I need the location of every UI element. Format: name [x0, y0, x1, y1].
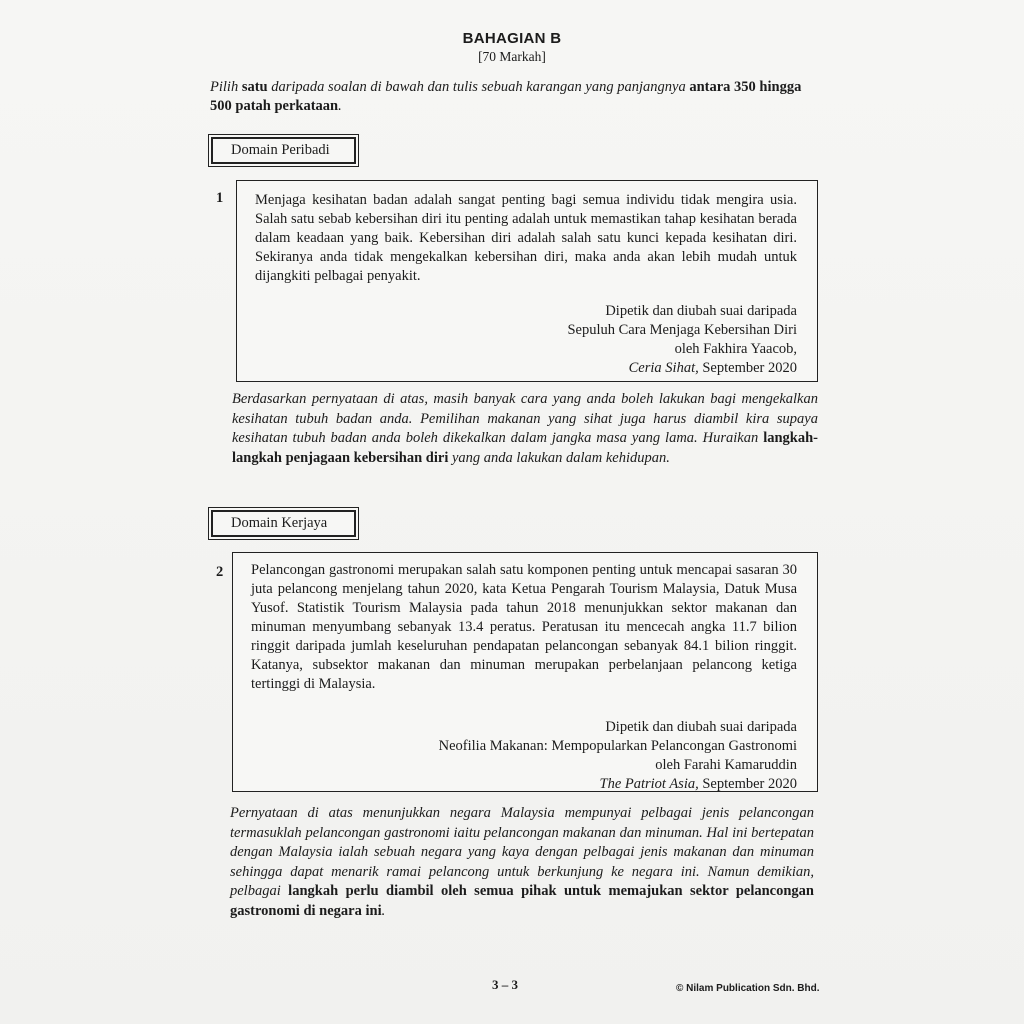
prompt-text-end: . [381, 902, 386, 919]
source-pub-name: The Patriot Asia, [599, 776, 699, 792]
question-1-passage: Menjaga kesihatan badan adalah sangat penting bagi semua individu tidak mengira usia. Salah satu sebab kebersihan diri itu penting adalah untuk memastikan tahap kesihatan berada dalam keadaan yang baik. Kebersihan diri adalah salah satu kunci kepada kesihatan diri. Sekiranya anda tidak mengekalkan kebersihan diri, maka anda akan lebih mudah untuk dijangkiti pelbagai penyakit. [255, 192, 797, 284]
question-1-box [236, 180, 818, 382]
domain-label-text: Domain Peribadi [211, 137, 356, 164]
question-2-passage: Pelancongan gastronomi merupakan salah satu komponen penting untuk mencapai sasaran 30 juta pelancong menjelang tahun 2020, kata Ketua Pengarah Tourism Malaysia, Datuk Musa Yusof. Statistik Tourism Malaysia pada tahun 2018 menunjukkan sektor makanan dan minuman menyumbang sebanyak 13.4 peratus. Peratusan itu mencecah angka 11.7 bilion ringgit daripada jumlah keseluruhan pendapatan pelancongan sebanyak 84.1 bilion ringgit. Katanya, subsektor makanan dan minuman merupakan perbelanjaan pelancong ketiga tertinggi di Malaysia. [251, 562, 797, 692]
source-title: Sepuluh Cara Menjaga Kebersihan Diri [567, 322, 797, 338]
source-line: Dipetik dan diubah suai daripada [605, 719, 797, 735]
domain-label-text: Domain Kerjaya [211, 510, 356, 537]
page-number: 3 – 3 [492, 977, 518, 992]
domain-label-peribadi [208, 134, 359, 167]
source-author: oleh Farahi Kamaruddin [655, 757, 797, 773]
instruction-bold2: antara 350 hingga 500 patah perkataan [210, 79, 802, 114]
source-publication [255, 359, 797, 378]
question-1-source [255, 302, 797, 378]
source-title: Neofilia Makanan: Mempopularkan Pelancongan Gastronomi [438, 738, 797, 754]
question-number: 1 [216, 190, 224, 206]
instruction-part2: daripada soalan di bawah dan tulis sebuah karangan yang panjangnya [267, 79, 690, 95]
question-number: 2 [216, 564, 224, 580]
instruction-bold1: satu [241, 79, 268, 95]
section-header [0, 30, 1024, 65]
prompt-text: Pernyataan di atas menunjukkan negara Malaysia mempunyai pelbagai jenis pelancongan termasuklah pelancongan gastronomi iaitu pelancongan makanan dan minuman. Hal ini bertepatan dengan Malaysia ialah sebuah negara yang kaya dengan pelbagai jenis makanan dan minuman sehingga dapat menarik ramai pelancong untuk berkunjung ke negara ini. Namun demikian, pelbagai [230, 805, 814, 899]
copyright-notice: © Nilam Publication Sdn. Bhd. [676, 983, 820, 994]
domain-label-kerjaya [208, 507, 359, 540]
source-author: oleh Fakhira Yaacob, [674, 341, 797, 357]
source-date: September 2020 [698, 776, 797, 792]
prompt-text: Berdasarkan pernyataan di atas, masih banyak cara yang anda boleh lakukan bagi mengekalkan kesihatan tubuh badan anda. Pemilihan makanan yang sihat juga harus diambil kira supaya kesihatan tubuh badan anda boleh dikekalkan dalam jangka masa yang lama. Huraikan [232, 391, 818, 446]
instruction-text [210, 78, 825, 116]
question-2-box [232, 552, 818, 792]
source-publication [251, 775, 797, 794]
section-title: BAHAGIAN B [462, 30, 562, 47]
question-2-source [251, 718, 797, 794]
source-pub-name: Ceria Sihat, [628, 360, 699, 376]
section-marks: [70 Markah] [478, 49, 546, 64]
prompt-bold: langkah perlu diambil oleh semua pihak untuk memajukan sektor pelancongan gastronomi di negara ini [230, 883, 814, 919]
question-1-prompt [232, 390, 818, 468]
instruction-part1: Pilih [210, 79, 242, 95]
instruction-part3: . [338, 98, 342, 114]
source-date: September 2020 [698, 360, 797, 376]
prompt-bold: langkah-langkah penjagaan kebersihan diri [232, 430, 818, 466]
source-line: Dipetik dan diubah suai daripada [605, 303, 797, 319]
question-2-prompt [230, 804, 814, 921]
prompt-text-end: yang anda lakukan dalam kehidupan. [448, 449, 670, 466]
